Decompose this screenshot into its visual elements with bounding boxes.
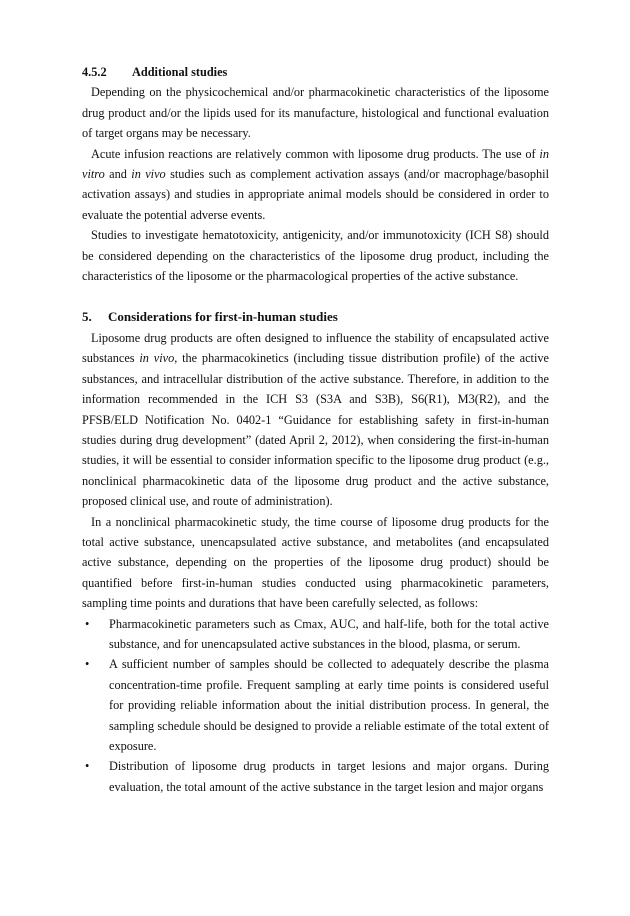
section-number: 4.5.2 xyxy=(82,65,107,79)
bullet-icon: • xyxy=(85,759,90,774)
section-title: Considerations for first-in-human studies xyxy=(108,309,338,325)
document-body xyxy=(82,62,549,797)
section-number: 5. xyxy=(82,309,92,325)
bullet-icon: • xyxy=(85,616,90,631)
paragraph: Acute infusion reactions are relatively common with liposome drug products. The use of in vitro and in vivo studies such as complement activation assays (and/or macrophage/basophil activation assays) and studies in appropriate animal models should be considered in order to evaluate the potential adverse events. xyxy=(82,146,549,222)
list-item: • A sufficient number of samples should be collected to adequately describe the plasma concentration-time profile. Frequent sampling at early time points is considered useful for providing reliable information about the initial distribution process. In general, the sampling schedule should be designed to provide a reliable estimate of the total extent of exposure. xyxy=(82,654,549,756)
section-5-heading xyxy=(82,307,549,327)
paragraph: Depending on the physicochemical and/or pharmacokinetic characteristics of the liposome drug product and/or the lipids used for its manufacture, histological and functional evaluation of target organs may be necessary. xyxy=(82,85,549,141)
bullet-icon: • xyxy=(85,657,90,672)
list-item: • Distribution of liposome drug products in target lesions and major organs. During evaluation, the total amount of the active substance in the target lesion and major organs xyxy=(82,756,549,797)
italic-term: in vivo xyxy=(139,351,175,366)
paragraph: Studies to investigate hematotoxicity, antigenicity, and/or immunotoxicity (ICH S8) should be considered depending on the characteristics of the liposome drug product, including the characteristics of the liposome or the pharmacological properties of the active substance. xyxy=(82,228,549,284)
list-item: • Pharmacokinetic parameters such as Cmax, AUC, and half-life, both for the total active substance, and for unencapsulated active substances in the blood, plasma, or serum. xyxy=(82,614,549,655)
paragraph: In a nonclinical pharmacokinetic study, the time course of liposome drug products for the total active substance, unencapsulated active substance, and metabolites (and encapsulated active substance, depending on the properties of the liposome drug product) should be quantified before first-in-human studies conducted using pharmacokinetic parameters, sampling time points and durations that have been carefully selected, as follows: xyxy=(82,514,549,611)
bullet-list xyxy=(82,614,549,798)
italic-term: in vitro xyxy=(82,146,549,182)
section-title: Additional studies xyxy=(132,65,228,79)
italic-term: in vivo xyxy=(131,167,166,182)
paragraph: Liposome drug products are often designed to influence the stability of encapsulated active substances in vivo, the pharmacokinetics (including tissue distribution profile) of the active substances, and intracellular distribution of the active substance. Therefore, in addition to the information recommended in the ICH S3 (S3A and S3B), S6(R1), M3(R2), and the PFSB/ELD Notification No. 0402-1 “Guidance for establishing safety in first-in-human studies during drug development” (dated April 2, 2012), when considering the first-in-human studies, it will be essential to consider information specific to the liposome drug product (e.g., nonclinical pharmacokinetic data of the liposome drug product and the active substance, proposed clinical use, and route of administration). xyxy=(82,330,549,509)
section-4-5-2-heading xyxy=(82,62,549,82)
